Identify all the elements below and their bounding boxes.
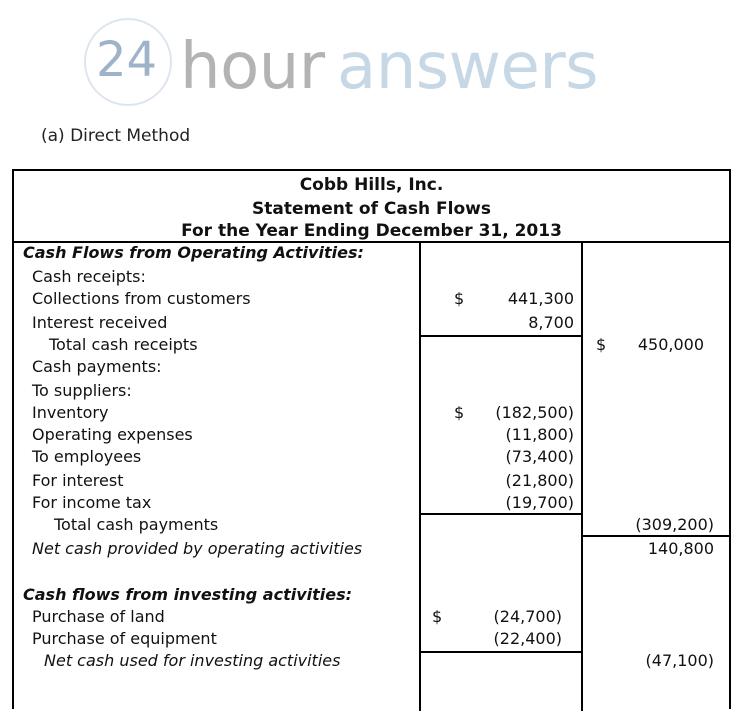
total-payments-label: Total cash payments bbox=[54, 515, 219, 534]
inventory-currency: $ bbox=[454, 403, 465, 422]
employees-label: To employees bbox=[32, 447, 142, 466]
net-operating-label: Net cash provided by operating activities bbox=[32, 539, 363, 558]
net-investing-label: Net cash used for investing activities bbox=[44, 651, 341, 670]
land-amount: (24,700) bbox=[493, 607, 562, 626]
land-label: Purchase of land bbox=[32, 607, 165, 626]
total-receipts-currency: $ bbox=[596, 335, 607, 354]
interest-received-label: Interest received bbox=[32, 313, 168, 332]
investing-heading: Cash flows from investing activities: bbox=[23, 585, 353, 604]
income-tax-label: For income tax bbox=[32, 493, 152, 512]
receipts-label: Cash receipts: bbox=[32, 267, 146, 286]
method-label: (a) Direct Method bbox=[41, 126, 191, 146]
cash-flow-statement bbox=[12, 169, 731, 709]
operating-expenses-amount: (11,800) bbox=[505, 425, 574, 444]
income-tax-amount: (19,700) bbox=[505, 493, 574, 512]
inventory-amount: (182,500) bbox=[495, 403, 574, 422]
statement-title: Statement of Cash Flows bbox=[252, 199, 491, 219]
total-receipts-label: Total cash receipts bbox=[49, 335, 198, 354]
column-divider-1 bbox=[419, 241, 421, 711]
net-operating-amount: 140,800 bbox=[647, 539, 714, 558]
column-divider-2 bbox=[581, 241, 583, 711]
operating-heading: Cash Flows from Operating Activities: bbox=[23, 243, 364, 262]
collections-currency: $ bbox=[454, 289, 465, 308]
logo-word-answers: answers bbox=[337, 30, 598, 104]
equipment-amount: (22,400) bbox=[493, 629, 562, 648]
operating-expenses-label: Operating expenses bbox=[32, 425, 193, 444]
interest-amount: (21,800) bbox=[505, 471, 574, 490]
inventory-label: Inventory bbox=[32, 403, 109, 422]
payments-label: Cash payments: bbox=[32, 357, 162, 376]
investing-rule bbox=[419, 651, 583, 653]
receipts-rule bbox=[419, 335, 583, 337]
logo-word-hour: hour bbox=[180, 30, 325, 104]
payments-rule bbox=[419, 513, 583, 515]
land-currency: $ bbox=[432, 607, 443, 626]
collections-label: Collections from customers bbox=[32, 289, 251, 308]
collections-amount: 441,300 bbox=[507, 289, 574, 308]
equipment-label: Purchase of equipment bbox=[32, 629, 217, 648]
net-investing-amount: (47,100) bbox=[645, 651, 714, 670]
interest-received-amount: 8,700 bbox=[528, 313, 574, 332]
net-operating-rule bbox=[581, 535, 731, 537]
employees-amount: (73,400) bbox=[505, 447, 574, 466]
statement-period: For the Year Ending December 31, 2013 bbox=[181, 221, 562, 241]
company-name: Cobb Hills, Inc. bbox=[299, 175, 444, 195]
suppliers-label: To suppliers: bbox=[32, 381, 132, 400]
total-payments-amount: (309,200) bbox=[635, 515, 714, 534]
total-receipts-amount: 450,000 bbox=[637, 335, 704, 354]
logo-number: 24 bbox=[96, 32, 158, 88]
interest-label: For interest bbox=[32, 471, 124, 490]
